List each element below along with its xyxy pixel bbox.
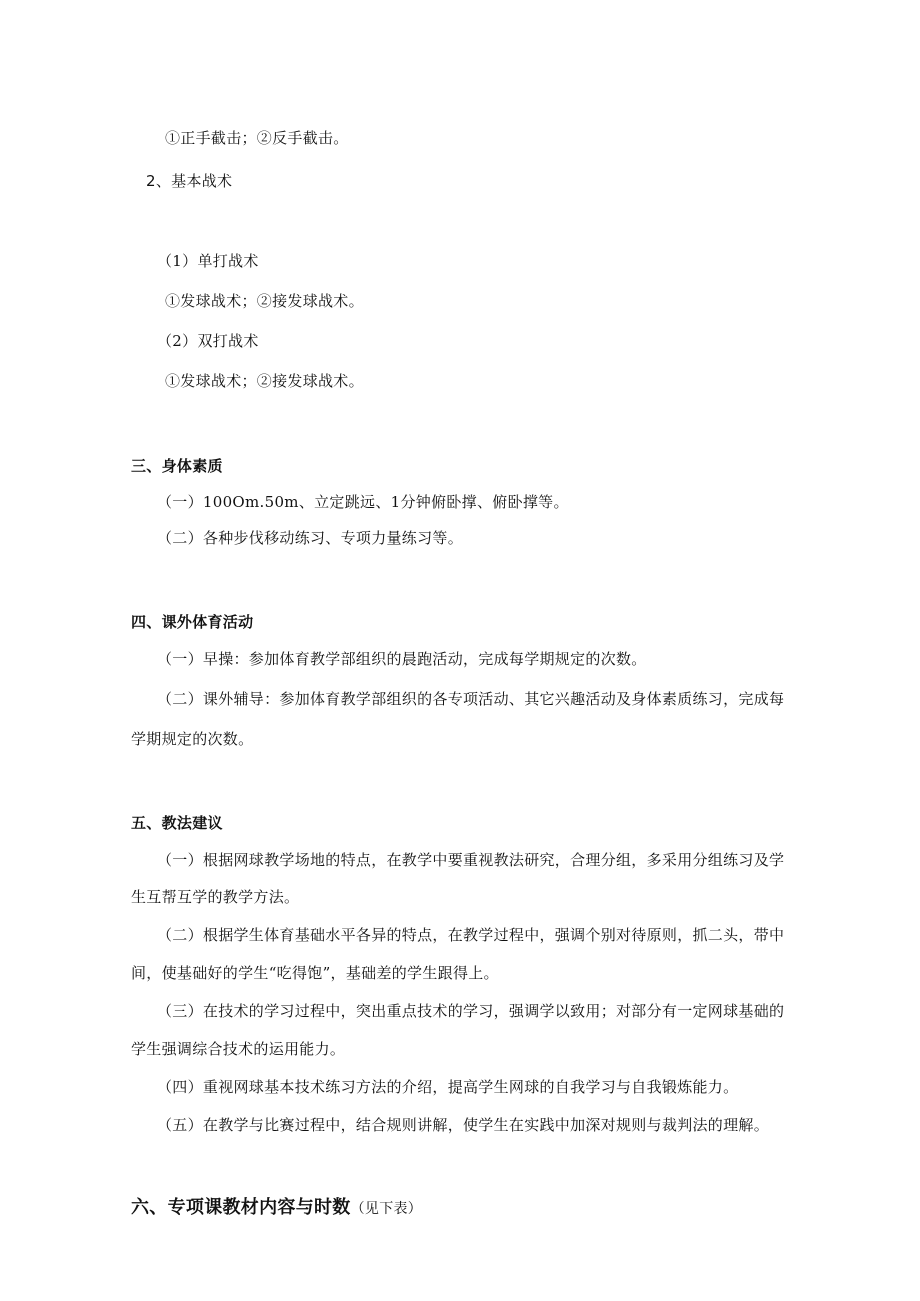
extracurricular-heading: 四、课外体育活动 xyxy=(131,613,254,631)
methods-item-3-cont: 学生强调综合技术的运用能力。 xyxy=(131,1040,346,1058)
methods-item-4: （四）重视网球基本技术练习方法的介绍，提高学生网球的自我学习与自我锻炼能力。 xyxy=(157,1078,739,1096)
content-hours-heading xyxy=(131,1196,422,1221)
methods-item-1-cont: 生互帮互学的教学方法。 xyxy=(131,888,300,906)
content-hours-title: 六、专项课教材内容与时数 xyxy=(131,1197,351,1218)
physical-item-2: （二）各种步伐移动练习、专项力量练习等。 xyxy=(157,529,464,547)
physical-item-1: （一）100Om.50m、立定跳远、1分钟俯卧撑、俯卧撑等。 xyxy=(157,493,569,511)
methods-item-5: （五）在教学与比赛过程中，结合规则讲解，使学生在实践中加深对规则与裁判法的理解。 xyxy=(157,1116,770,1134)
methods-item-3: （三）在技术的学习过程中，突出重点技术的学习，强调学以致用；对部分有一定网球基础的 xyxy=(157,1002,785,1020)
methods-item-2: （二）根据学生体育基础水平各异的特点，在教学过程中，强调个别对待原则，抓二头，带中 xyxy=(157,926,785,944)
methods-heading: 五、教法建议 xyxy=(131,814,223,832)
extracurricular-item-1: （一）早操：参加体育教学部组织的晨跑活动，完成每学期规定的次数。 xyxy=(157,650,647,668)
doubles-tactics-heading: （2）双打战术 xyxy=(157,332,259,350)
jiezhi-items: ①正手截击；②反手截击。 xyxy=(165,129,349,147)
singles-tactics-heading: （1）单打战术 xyxy=(157,252,259,270)
doubles-tactics-items: ①发球战术；②接发球战术。 xyxy=(165,372,364,390)
methods-item-2-cont: 间，使基础好的学生“吃得饱”，基础差的学生跟得上。 xyxy=(131,964,499,982)
methods-item-1: （一）根据网球教学场地的特点，在教学中要重视教法研究，合理分组，多采用分组练习及学 xyxy=(157,851,785,869)
physical-heading: 三、身体素质 xyxy=(131,457,223,475)
extracurricular-item-2-cont: 学期规定的次数。 xyxy=(131,730,254,748)
basic-tactics-heading: 2、基本战术 xyxy=(146,172,233,190)
singles-tactics-items: ①发球战术；②接发球战术。 xyxy=(165,292,364,310)
extracurricular-item-2: （二）课外辅导：参加体育教学部组织的各专项活动、其它兴趣活动及身体素质练习，完成每 xyxy=(157,690,785,708)
content-hours-note: （见下表） xyxy=(350,1201,423,1217)
